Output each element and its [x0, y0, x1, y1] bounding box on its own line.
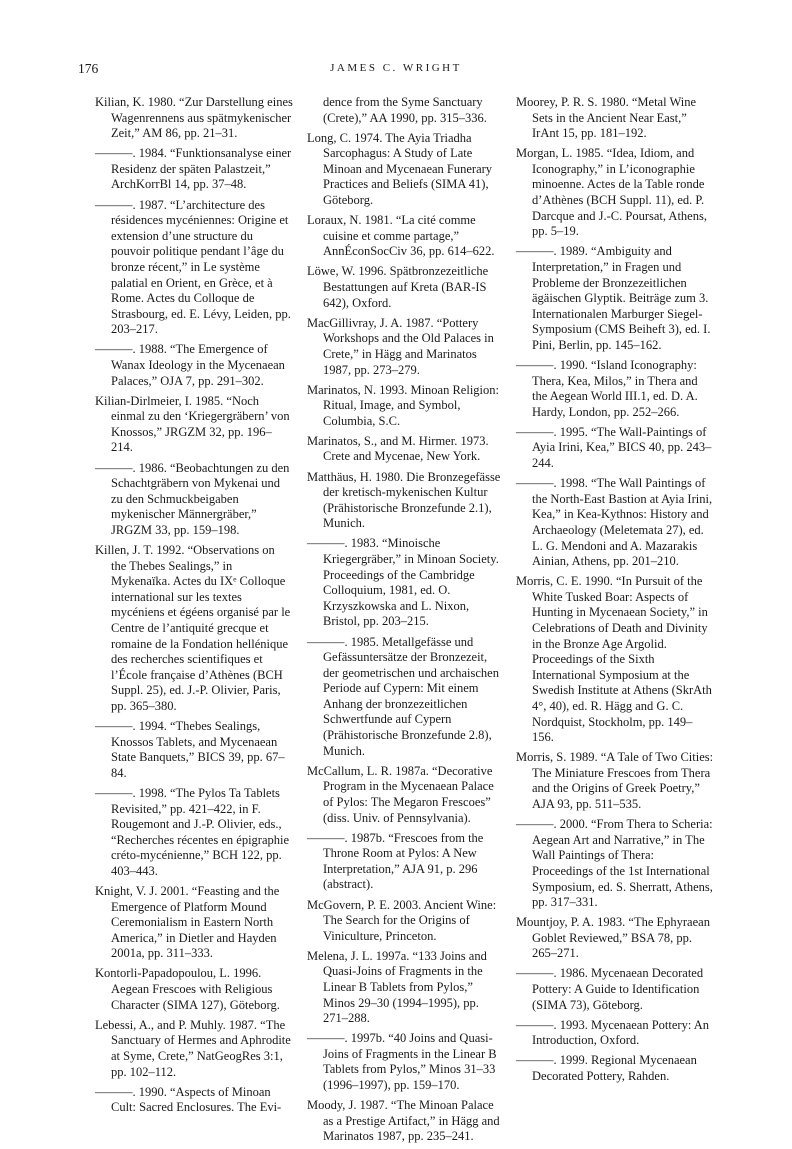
bibliography-entry: ———. 1993. Mycenaean Pottery: An Introduction, Oxford.: [516, 1017, 710, 1048]
bibliography-entry: ———. 1994. “Thebes Sealings, Knossos Tablets, and Mycenaean State Banquets,” BICS 39, pp. 67–84.: [95, 719, 285, 780]
bibliography-column-2: [307, 95, 505, 1149]
bibliography-entry: Long, C. 1974. The Ayia Triadha Sarcophagus: A Study of Late Minoan and Mycenaean Funerary Practices and Beliefs (SIMA 41), Göteborg.: [307, 130, 493, 208]
bibliography-entry: Mountjoy, P. A. 1983. “The Ephyraean Goblet Reviewed,” BSA 78, pp. 265–271.: [516, 915, 710, 961]
bibliography-entry: Melena, J. L. 1997a. “133 Joins and Quasi-Joins of Fragments in the Linear B Tablets from Pylos,” Minos 29–30 (1994–1995), pp. 271–288.: [307, 948, 487, 1026]
bibliography-entry-continued: dence from the Syme Sanctuary (Crete),” AA 1990, pp. 315–336.: [323, 95, 487, 125]
bibliography-entry: Morris, C. E. 1990. “In Pursuit of the White Tusked Boar: Aspects of Hunting in Mycenaean Society,” in Celebrations of Death and Divinity in the Bronze Age Argolid. Proceedings of the Sixth International Symposium at the Swedish Institute at Athens (SkrAth 4°, 40), ed. R. Hägg and G. C. Nordquist, Stockholm, pp. 149–156.: [516, 574, 712, 745]
bibliography-entry: Moorey, P. R. S. 1980. “Metal Wine Sets in the Ancient Near East,” IrAnt 15, pp. 181–192.: [516, 95, 697, 141]
bibliography-entry: ———. 1999. Regional Mycenaean Decorated Pottery, Rahden.: [516, 1053, 697, 1084]
bibliography-entry: ———. 2000. “From Thera to Scheria: Aegean Art and Narrative,” in The Wall Paintings of Thera: Proceedings of the 1st International Symposium, ed. S. Sherratt, Athens, pp. 317–331.: [516, 817, 713, 910]
bibliography-entry: ———. 1984. “Funktionsanalyse einer Residenz der späten Palastzeit,” ArchKorrBl 14, pp. 37–48.: [95, 146, 292, 192]
bibliography-entry: Killen, J. T. 1992. “Observations on the Thebes Sealings,” in Mykenaïka. Actes du IXᵉ Colloque international sur les textes mycéniens et égéens organisé par le Centre de l’antiquité grecque et romaine de la Fondation hellénique des recherches scientifiques et l’École française d’Athènes (BCH Suppl. 25), ed. J.-P. Olivier, Paris, pp. 365–380.: [95, 543, 291, 713]
bibliography-column-1: [95, 95, 293, 1120]
bibliography-column-3: [516, 95, 714, 1089]
bibliography-entry: Lebessi, A., and P. Muhly. 1987. “The Sanctuary of Hermes and Aphrodite at Syme, Crete,” NatGeogRes 3:1, pp. 102–112.: [95, 1017, 291, 1079]
bibliography-entry: ———. 1995. “The Wall-Paintings of Ayia Irini, Kea,” BICS 40, pp. 243–244.: [516, 424, 712, 471]
bibliography-entry: Kilian, K. 1980. “Zur Darstellung eines Wagenrennens aus spätmykenischer Zeit,” AM 86, pp. 21–31.: [95, 95, 293, 141]
page-number: 176: [78, 61, 99, 76]
bibliography-entry: ———. 1997b. “40 Joins and Quasi-Joins of Fragments in the Linear B Tablets from Pylos,” Minos 31–33 (1996–1997), pp. 159–170.: [307, 1031, 497, 1093]
bibliography-entry: ———. 1990. “Aspects of Minoan Cult: Sacred Enclosures. The Evi-: [95, 1084, 282, 1115]
bibliography-entry: ———. 1988. “The Emergence of Wanax Ideology in the Mycenaean Palaces,” OJA 7, pp. 291–302.: [95, 342, 285, 388]
bibliography-entry: ———. 1987. “L’architecture des résidences mycéniennes: Origine et extension d’une structure du pouvoir politique pendant l’âge du bronze récent,” in Le système palatial en Orient, en Grèce, et à Rome. Actes du Colloque de Strasbourg, ed. E. Lévy, Leiden, pp. 203–217.: [95, 197, 291, 337]
bibliography-entry: Matthäus, H. 1980. Die Bronzegefässe der kretisch-mykenischen Kultur (Prähistorische Bronzefunde 2.1), Munich.: [307, 469, 501, 531]
bibliography-entry: McCallum, L. R. 1987a. “Decorative Program in the Mycenaean Palace of Pylos: The Megaron Frescoes” (diss. Univ. of Pennsylvania).: [307, 763, 494, 825]
bibliography-entry: Marinatos, S., and M. Hirmer. 1973. Crete and Mycenae, New York.: [307, 433, 489, 464]
bibliography-entry: Morris, S. 1989. “A Tale of Two Cities: The Miniature Frescoes from Thera and the Origins of Greek Poetry,” AJA 93, pp. 511–535.: [516, 750, 714, 812]
bibliography-entry: Knight, V. J. 2001. “Feasting and the Emergence of Platform Mound Ceremonialism in Eastern North America,” in Dietler and Hayden 2001a, pp. 311–333.: [95, 884, 280, 961]
bibliography-entry: ———. 1986. “Beobachtungen zu den Schachtgräbern von Mykenai und zu den Schmuckbeigaben mykenischer Männergräber,” JRGZM 33, pp. 159–198.: [95, 460, 290, 537]
bibliography-entry: McGovern, P. E. 2003. Ancient Wine: The Search for the Origins of Viniculture, Princeton.: [307, 897, 497, 943]
bibliography-entry: MacGillivray, J. A. 1987. “Pottery Workshops and the Old Palaces in Crete,” in Hägg and Marinatos 1987, pp. 273–279.: [307, 315, 494, 377]
bibliography-entry: ———. 1990. “Island Iconography: Thera, Kea, Milos,” in Thera and the Aegean World III.1, ed. D. A. Hardy, London, pp. 252–266.: [516, 358, 698, 419]
bibliography-entry: Morgan, L. 1985. “Idea, Idiom, and Iconography,” in L’iconographie minoenne. Actes de la Table ronde d’Athènes (BCH Suppl. 11), ed. P. Darcque and J.-C. Poursat, Athens, pp. 5–19.: [516, 146, 707, 239]
bibliography-entry: ———. 1986. Mycenaean Decorated Pottery: A Guide to Identification (SIMA 73), Göteborg.: [516, 966, 704, 1012]
bibliography-entry: Löwe, W. 1996. Spätbronzezeitliche Bestattungen auf Kreta (BAR-IS 642), Oxford.: [307, 264, 489, 310]
bibliography-entry: Kontorli-Papadopoulou, L. 1996. Aegean Frescoes with Religious Character (SIMA 127), Göteborg.: [95, 966, 280, 1012]
bibliography-entry: ———. 1998. “The Wall Paintings of the North-East Bastion at Ayia Irini, Kea,” in Kea-Kythnos: History and Archaeology (Meletemata 27), ed. L. G. Mendoni and A. Mazarakis Ainian, Athens, pp. 201–210.: [516, 476, 713, 569]
bibliography-entry: ———. 1987b. “Frescoes from the Throne Room at Pylos: A New Interpretation,” AJA 91, p. 296 (abstract).: [307, 830, 484, 892]
bibliography-entry: ———. 1998. “The Pylos Ta Tablets Revisited,” pp. 421–422, in F. Rougemont and J.-P. Olivier, eds., “Recherches récentes en épigraphie créto-mycénienne,” BCH 122, pp. 403–443.: [95, 785, 290, 878]
bibliography-entry: Marinatos, N. 1993. Minoan Religion: Ritual, Image, and Symbol, Columbia, S.C.: [307, 382, 499, 428]
bibliography-entry: ———. 1989. “Ambiguity and Interpretation,” in Fragen und Probleme der Bronzezeitlichen ägäischen Glyptik. Beiträge zum 3. Internationalen Marburger Siegel-Symposium (CMS Beiheft 3), ed. I. Pini, Berlin, pp. 145–162.: [516, 244, 711, 352]
running-title: JAMES C. WRIGHT: [330, 62, 462, 74]
bibliography-entry: ———. 1985. Metallgefässe und Gefässuntersätze der Bronzezeit, der geometrischen und archaischen Periode auf Cypern: Mit einem Anhang der bronzezeitlichen Schwertfunde auf Cypern (Prähistorische Bronzefunde 2.8), Munich.: [307, 634, 499, 758]
bibliography-entry: ———. 1983. “Minoische Kriegergräber,” in Minoan Society. Proceedings of the Cambridge Colloquium, 1981, ed. O. Krzyszkowska and L. Nixon, Bristol, pp. 203–215.: [307, 536, 499, 629]
bibliography-entry: Moody, J. 1987. “The Minoan Palace as a Prestige Artifact,” in Hägg and Marinatos 1987, pp. 235–241.: [307, 1098, 500, 1144]
bibliography-entry: Kilian-Dirlmeier, I. 1985. “Noch einmal zu den ‘Kriegergräbern’ von Knossos,” JRGZM 32, pp. 196–214.: [95, 393, 290, 455]
bibliography-entry: Loraux, N. 1981. “La cité comme cuisine et comme partage,” AnnÉconSocCiv 36, pp. 614–622.: [307, 213, 495, 259]
